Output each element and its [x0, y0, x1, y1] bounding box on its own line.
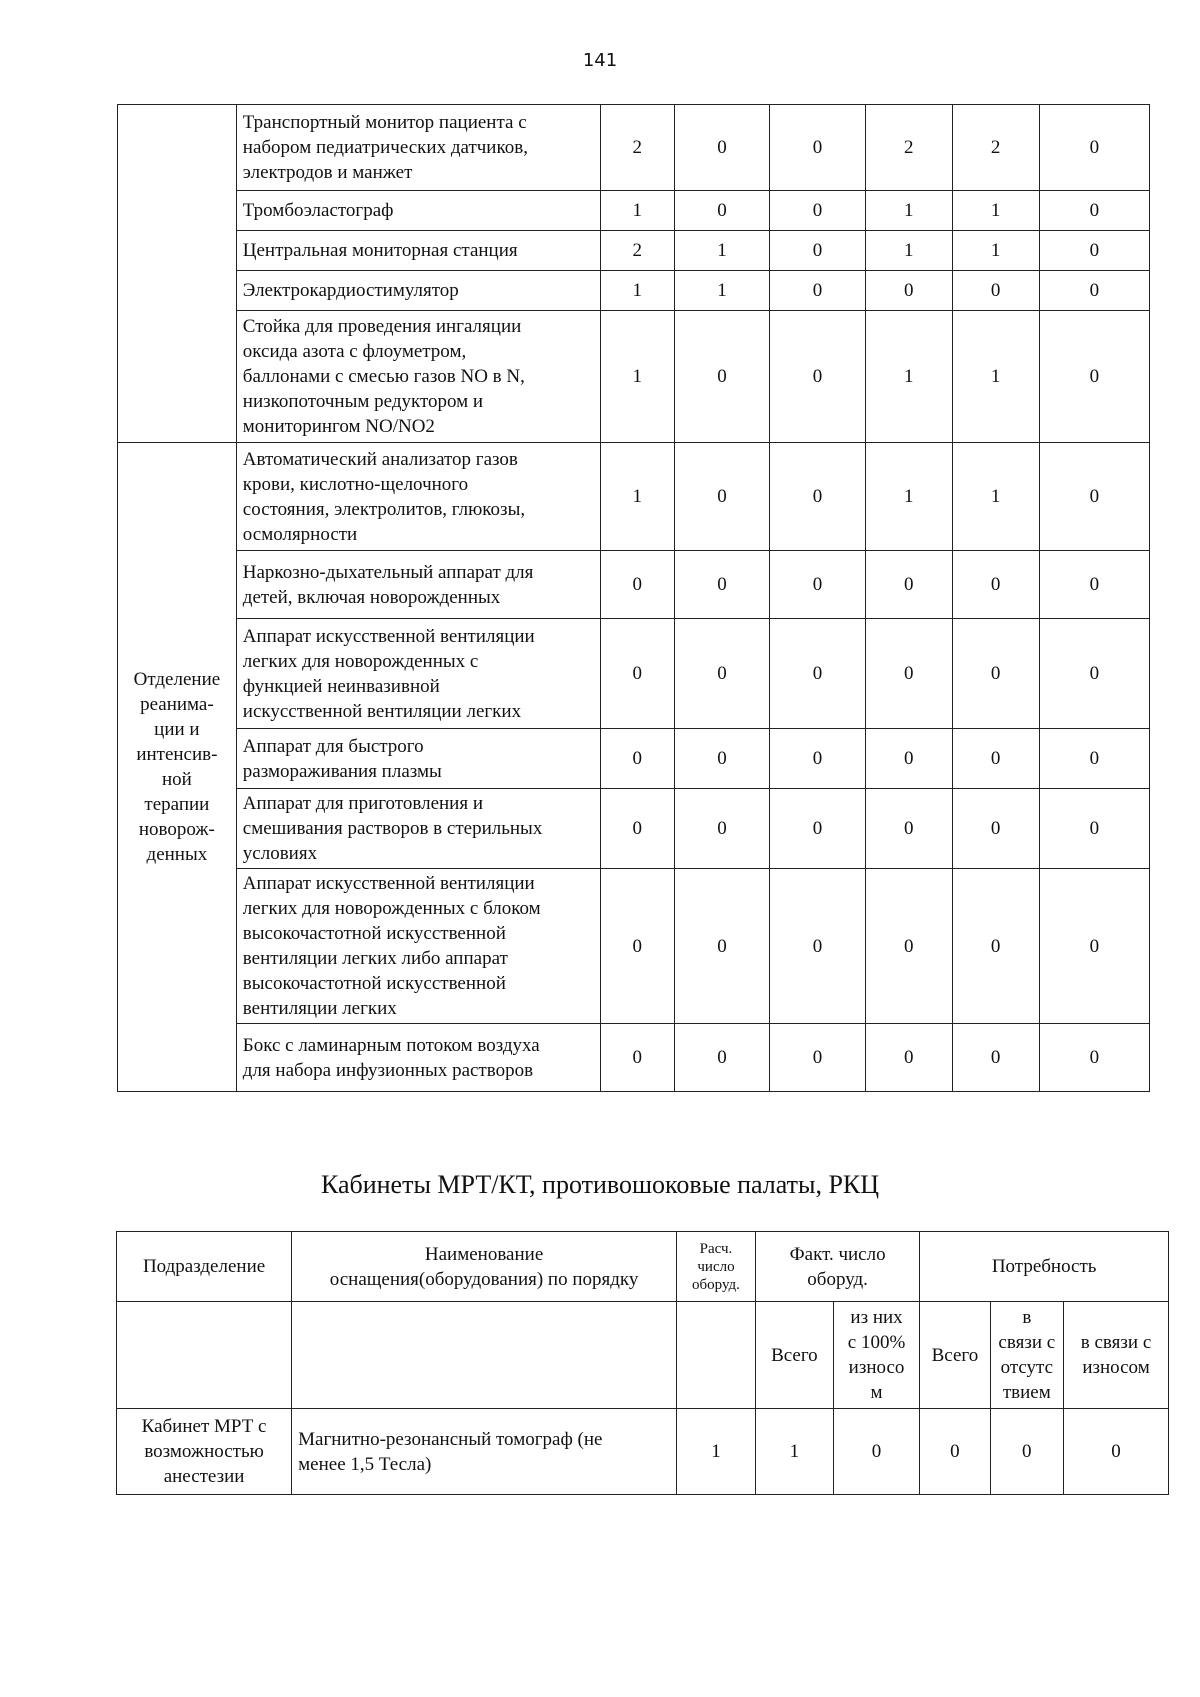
table-row: [118, 729, 1150, 789]
quantity-cell: 0: [865, 271, 952, 311]
subheader-need-worn: в связи с износом: [1064, 1302, 1169, 1409]
quantity-cell: 1: [865, 231, 952, 271]
quantity-cell: 0: [1039, 729, 1149, 789]
quantity-cell: 2: [952, 105, 1039, 191]
equipment-name: Центральная мониторная станция: [236, 231, 600, 271]
quantity-cell: 1: [952, 311, 1039, 443]
row-value: 0: [920, 1409, 990, 1495]
subheader-need-total: Всего: [920, 1302, 990, 1409]
quantity-cell: 0: [600, 619, 674, 729]
table-row: [118, 105, 1150, 191]
quantity-cell: 0: [1039, 443, 1149, 551]
quantity-cell: 0: [952, 869, 1039, 1024]
quantity-cell: 0: [952, 619, 1039, 729]
header-equipment-name: Наименование оснащения(оборудования) по порядку: [292, 1232, 677, 1302]
quantity-cell: 2: [600, 231, 674, 271]
quantity-cell: 0: [770, 105, 865, 191]
quantity-cell: 0: [865, 619, 952, 729]
quantity-cell: 0: [674, 551, 769, 619]
quantity-cell: 2: [600, 105, 674, 191]
quantity-cell: 0: [952, 551, 1039, 619]
quantity-cell: 0: [1039, 191, 1149, 231]
table-row: [118, 551, 1150, 619]
quantity-cell: 0: [770, 1024, 865, 1092]
equipment-name: Аппарат для быстрого размораживания плазмы: [236, 729, 600, 789]
table-row: [118, 869, 1150, 1024]
quantity-cell: 0: [865, 551, 952, 619]
table-header-row: [117, 1232, 1169, 1302]
quantity-cell: 0: [674, 191, 769, 231]
quantity-cell: 0: [770, 443, 865, 551]
equipment-table-continued: [117, 104, 1150, 1092]
quantity-cell: 0: [1039, 619, 1149, 729]
quantity-cell: 0: [674, 789, 769, 869]
quantity-cell: 0: [674, 869, 769, 1024]
quantity-cell: 0: [600, 729, 674, 789]
equipment-name: Автоматический анализатор газов крови, кислотно-щелочного состояния, электролитов, глюкозы, осмолярности: [236, 443, 600, 551]
equipment-name: Наркозно-дыхательный аппарат для детей, включая новорожденных: [236, 551, 600, 619]
table-row: [118, 271, 1150, 311]
quantity-cell: 0: [865, 869, 952, 1024]
subheader-need-absent: в связи с отсутс твием: [990, 1302, 1064, 1409]
quantity-cell: 1: [600, 191, 674, 231]
table-row: [118, 311, 1150, 443]
header-calc-count: Расч. число оборуд.: [677, 1232, 756, 1302]
quantity-cell: 0: [952, 789, 1039, 869]
department-name: Отделение реанима- ции и интенсив- ной терапии новорож- денных: [118, 443, 237, 1092]
subheader-empty: [292, 1302, 677, 1409]
table-subheader-row: [117, 1302, 1169, 1409]
table-row: [118, 443, 1150, 551]
subheader-actual-total: Всего: [755, 1302, 833, 1409]
subheader-empty: [677, 1302, 756, 1409]
row-value: 1: [677, 1409, 756, 1495]
quantity-cell: 1: [600, 443, 674, 551]
quantity-cell: 0: [865, 1024, 952, 1092]
row-department: Кабинет МРТ с возможностью анестезии: [117, 1409, 292, 1495]
quantity-cell: 0: [770, 231, 865, 271]
quantity-cell: 0: [1039, 271, 1149, 311]
quantity-cell: 1: [865, 191, 952, 231]
quantity-cell: 1: [865, 443, 952, 551]
row-value: 0: [1064, 1409, 1169, 1495]
equipment-name: Аппарат искусственной вентиляции легких для новорожденных с блоком высокочастотной искусственной вентиляции легких либо аппарат высокочастотной искусственной вентиляции легких: [236, 869, 600, 1024]
quantity-cell: 0: [952, 729, 1039, 789]
quantity-cell: 0: [600, 1024, 674, 1092]
table-row: [117, 1409, 1169, 1495]
table-row: [118, 1024, 1150, 1092]
table-row: [118, 191, 1150, 231]
quantity-cell: 0: [674, 105, 769, 191]
row-value: 1: [755, 1409, 833, 1495]
header-subdivision: Подразделение: [117, 1232, 292, 1302]
quantity-cell: 0: [600, 869, 674, 1024]
quantity-cell: 0: [770, 619, 865, 729]
page-number: 141: [582, 50, 618, 71]
quantity-cell: 0: [1039, 1024, 1149, 1092]
equipment-name: Стойка для проведения ингаляции оксида азота с флоуметром, баллонами с смесью газов NO в N, низкопоточным редуктором и мониторингом NO/NO2: [236, 311, 600, 443]
quantity-cell: 1: [600, 311, 674, 443]
header-need: Потребность: [920, 1232, 1169, 1302]
quantity-cell: 1: [674, 231, 769, 271]
department-cell: [118, 105, 237, 443]
quantity-cell: 1: [952, 231, 1039, 271]
quantity-cell: 0: [674, 1024, 769, 1092]
quantity-cell: 1: [865, 311, 952, 443]
row-value: 0: [833, 1409, 919, 1495]
quantity-cell: 1: [952, 443, 1039, 551]
quantity-cell: 0: [1039, 105, 1149, 191]
quantity-cell: 0: [1039, 869, 1149, 1024]
quantity-cell: 0: [674, 619, 769, 729]
equipment-name: Транспортный монитор пациента с набором педиатрических датчиков, электродов и манжет: [236, 105, 600, 191]
quantity-cell: 0: [952, 1024, 1039, 1092]
header-actual-count: Факт. число оборуд.: [755, 1232, 919, 1302]
quantity-cell: 0: [770, 789, 865, 869]
quantity-cell: 1: [600, 271, 674, 311]
quantity-cell: 0: [1039, 551, 1149, 619]
quantity-cell: 0: [674, 443, 769, 551]
table-row: [118, 619, 1150, 729]
equipment-name: Электрокардиостимулятор: [236, 271, 600, 311]
quantity-cell: 0: [770, 551, 865, 619]
quantity-cell: 0: [674, 729, 769, 789]
equipment-name: Тромбоэластограф: [236, 191, 600, 231]
quantity-cell: 0: [600, 789, 674, 869]
quantity-cell: 0: [1039, 231, 1149, 271]
quantity-cell: 0: [674, 311, 769, 443]
mri-ct-equipment-table: [116, 1231, 1169, 1495]
subheader-actual-worn: из них с 100% износо м: [833, 1302, 919, 1409]
row-value: 0: [990, 1409, 1064, 1495]
section-title: Кабинеты МРТ/КТ, противошоковые палаты, РКЦ: [320, 1170, 880, 1199]
quantity-cell: 0: [770, 191, 865, 231]
quantity-cell: 1: [952, 191, 1039, 231]
equipment-name: Аппарат для приготовления и смешивания растворов в стерильных условиях: [236, 789, 600, 869]
quantity-cell: 0: [770, 729, 865, 789]
quantity-cell: 0: [600, 551, 674, 619]
equipment-name: Аппарат искусственной вентиляции легких для новорожденных с функцией неинвазивной искусственной вентиляции легких: [236, 619, 600, 729]
quantity-cell: 2: [865, 105, 952, 191]
equipment-name: Бокс с ламинарным потоком воздуха для набора инфузионных растворов: [236, 1024, 600, 1092]
quantity-cell: 0: [1039, 789, 1149, 869]
quantity-cell: 0: [1039, 311, 1149, 443]
quantity-cell: 1: [674, 271, 769, 311]
quantity-cell: 0: [770, 271, 865, 311]
quantity-cell: 0: [865, 729, 952, 789]
quantity-cell: 0: [952, 271, 1039, 311]
table-row: [118, 789, 1150, 869]
table-row: [118, 231, 1150, 271]
quantity-cell: 0: [770, 311, 865, 443]
quantity-cell: 0: [770, 869, 865, 1024]
quantity-cell: 0: [865, 789, 952, 869]
subheader-empty: [117, 1302, 292, 1409]
row-equipment-name: Магнитно-резонансный томограф (не менее 1,5 Тесла): [292, 1409, 677, 1495]
